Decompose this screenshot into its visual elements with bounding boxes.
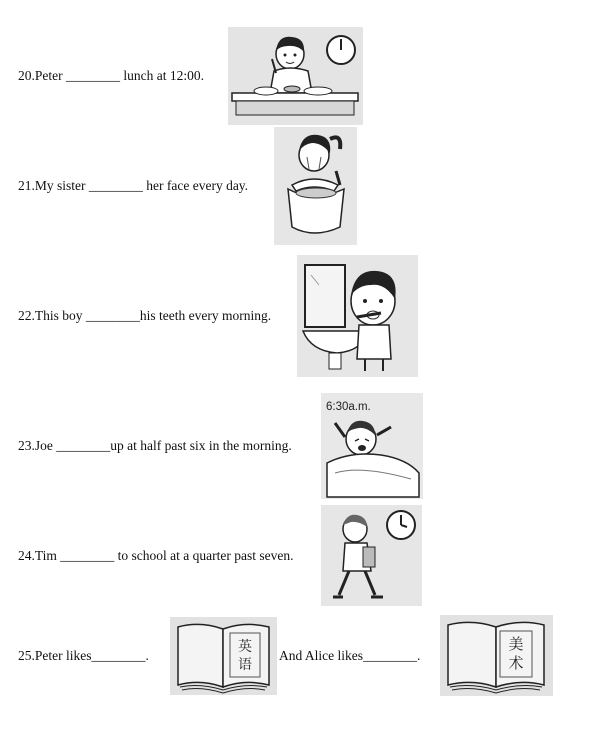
question-21: 21.My sister ________ her face every day. [18, 178, 249, 193]
girl-washing-face-illustration [274, 127, 357, 245]
go-to-school-picture [321, 505, 422, 606]
boy-waking-up-illustration [321, 393, 423, 499]
english-book-picture [170, 617, 277, 695]
brush-teeth-picture [297, 255, 418, 377]
open-book-english-illustration [170, 617, 277, 695]
question-25-part-2: And Alice likes________. [279, 648, 421, 663]
get-up-picture [321, 393, 423, 499]
lunch-picture [228, 27, 363, 125]
question-25-part-1: 25.Peter likes________. [18, 648, 149, 663]
english-book-char-1: 英 [238, 639, 252, 655]
english-book-char-2: 语 [238, 657, 252, 673]
question-22: 22.This boy ________his teeth every morning. [18, 308, 272, 323]
open-book-art-illustration [440, 615, 553, 696]
art-book-picture [440, 615, 553, 696]
wash-face-picture [274, 127, 357, 245]
question-24: 24.Tim ________ to school at a quarter past seven. [18, 548, 294, 563]
question-23: 23.Joe ________up at half past six in the morning. [18, 438, 292, 453]
art-book-char-1: 美 [508, 635, 524, 653]
boy-walking-to-school-illustration [321, 505, 422, 606]
alarm-time-label: 6:30a.m. [326, 401, 371, 413]
art-book-char-2: 术 [508, 654, 524, 672]
question-20: 20.Peter ________ lunch at 12:00. [18, 68, 204, 83]
boy-eating-lunch-illustration [228, 27, 363, 125]
boy-brushing-teeth-illustration [297, 255, 418, 377]
